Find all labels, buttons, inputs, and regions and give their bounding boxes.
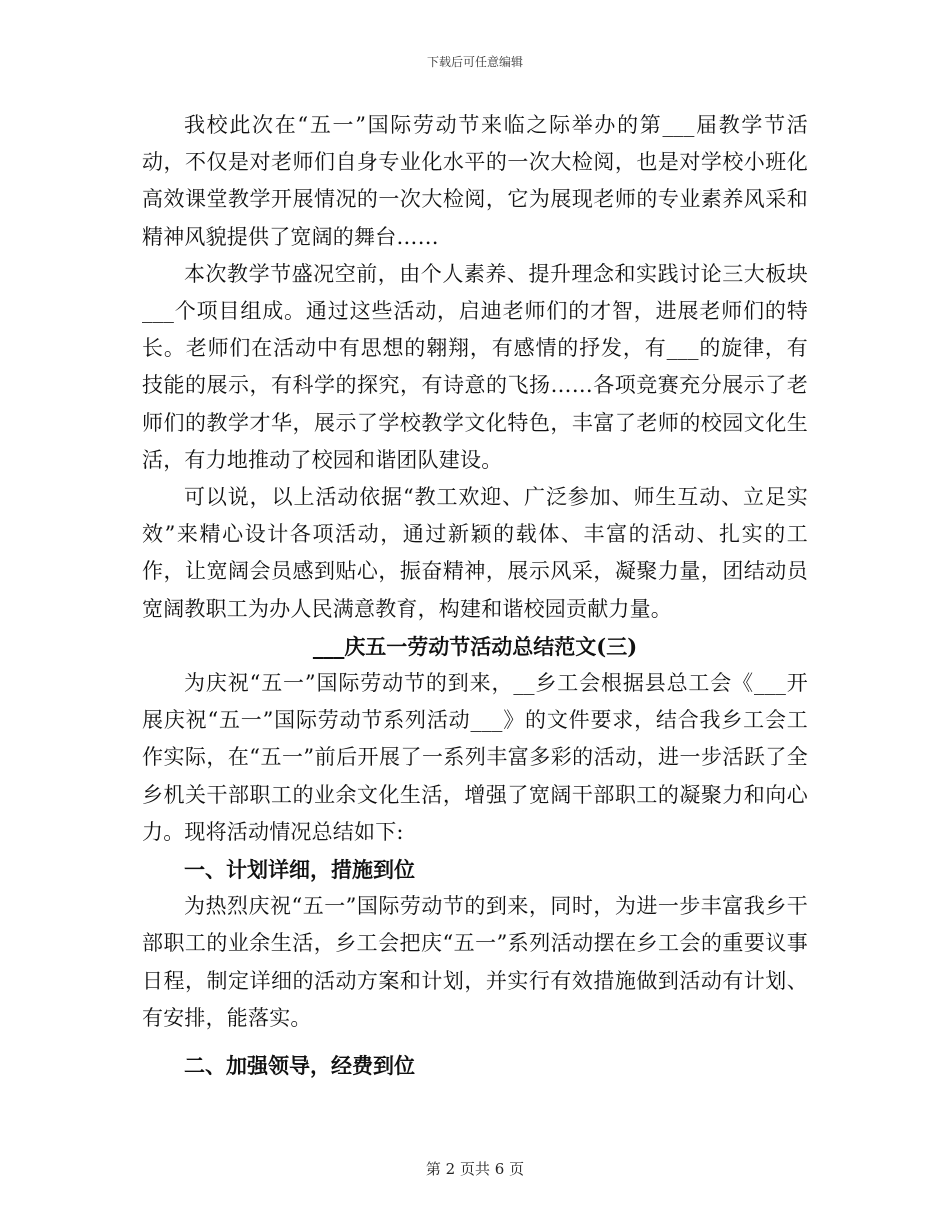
document-body: [142, 107, 808, 1084]
page-header-note: 下载后可任意编辑: [426, 55, 523, 69]
paragraph-teaching-festival: 我校此次在“五一”国际劳动节来临之际举办的第___届教学节活动，不仅是对老师们自身专业化水平的一次大检阅，也是对学校小班化高效课堂教学开展情况的一次大检阅，它为展现老师的专业素养风采和精神风貌提供了宽阔的舞台……: [142, 113, 808, 249]
section-title: ___庆五一劳动节活动总结范文(三): [312, 633, 638, 659]
heading-plan: 一、计划详细，措施到位: [184, 857, 415, 883]
paragraph-union-intro: 为庆祝“五一”国际劳动节的到来，__乡工会根据县总工会《___开展庆祝“五一”国际劳动节系列活动___》的文件要求，结合我乡工会工作实际，在“五一”前后开展了一系列丰富多彩的活动，进一步活跃了全乡机关干部职工的业余文化生活，增强了宽阔干部职工的凝聚力和向心力。现将活动情况总结如下:: [142, 671, 808, 844]
page-number: 第 2 页共 6 页: [425, 1160, 525, 1178]
paragraph-festival-overview: 本次教学节盛况空前，由个人素养、提升理念和实践讨论三大板块___个项目组成。通过这些活动，启迪老师们的才智，进展老师们的特长。老师们在活动中有思想的翱翔，有感情的抒发，有___的旋律，有技能的展示，有科学的探究，有诗意的飞扬……各项竞赛充分展示了老师们的教学才华，展示了学校教学文化特色，丰富了老师的校园文化生活，有力地推动了校园和谐团队建设。: [142, 261, 808, 472]
paragraph-plan: 为热烈庆祝“五一”国际劳动节的到来，同时，为进一步丰富我乡干部职工的业余生活，乡工会把庆“五一”系列活动摆在乡工会的重要议事日程，制定详细的活动方案和计划，并实行有效措施做到活动有计划、有安排，能落实。: [142, 894, 808, 1030]
paragraph-summary: 可以说，以上活动依据“教工欢迎、广泛参加、师生互动、立足实效”来精心设计各项活动，通过新颖的载体、丰富的活动、扎实的工作，让宽阔会员感到贴心，振奋精神，展示风采，凝聚力量，团结动员宽阔教职工为办人民满意教育，构建和谐校园贡献力量。: [142, 485, 808, 621]
heading-leadership: 二、加强领导，经费到位: [184, 1053, 415, 1079]
